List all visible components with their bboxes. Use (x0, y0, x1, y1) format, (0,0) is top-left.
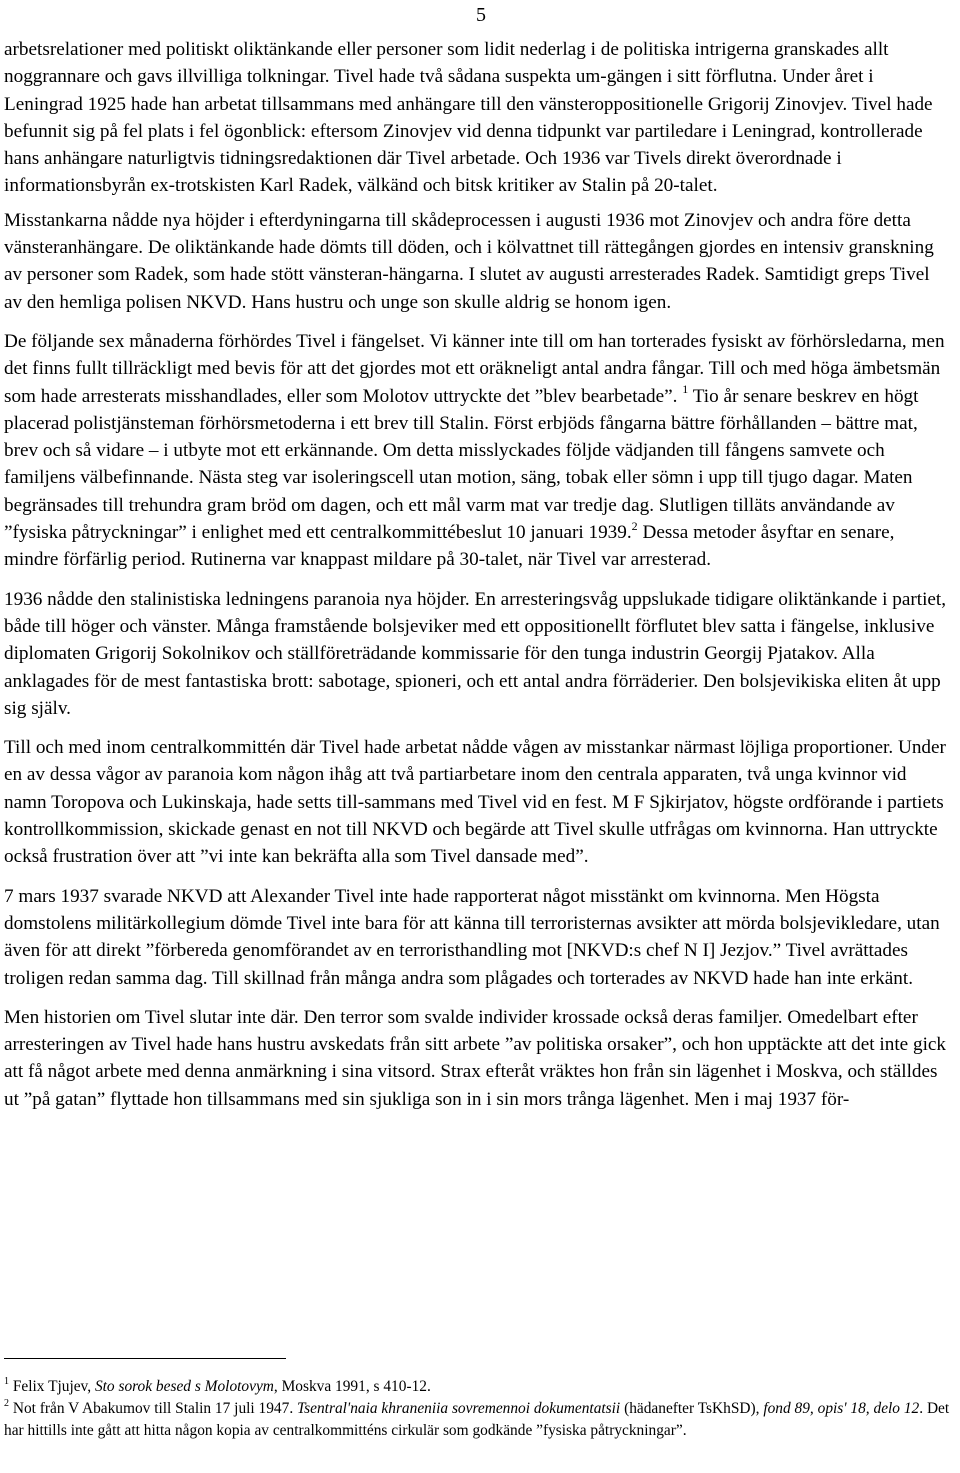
paragraph: 7 mars 1937 svarade NKVD att Alexander Tivel inte hade rapporterat något misstänkt om kvinnorna. Men Högsta domstolens militärkollegium dömde Tivel inte bara för att känna till terroristernas avsikter att mörda bolsjevikledare, utan även för att direkt ”förbereda genomförandet av en terroristhandling mot [NKVD:s chef N I] Jezjov.” Tivel avrättades troligen redan samma dag. Till skillnad från många andra som plågades och torterades av NKVD hade han inte erkänt. (4, 885, 940, 989)
paragraph: De följande sex månaderna förhördes Tivel i fängelset. Vi känner inte till om han torterades fysiskt av förhörsledarna, men det finns fullt tillräckligt med bevis för att det gjordes mot ett oräkneligt antal andra fångar. Till och med höga ämbetsmän som hade arresterats misshandlades, eller som Molotov uttryckte det ”blev bearbetade”. $^1$ Tio år senare beskrev en högt placerad polistjänsteman förhörsmetoderna i ett brev till Stalin. Först erbjöds fångarna bättre förhållanden – bättre mat, brev och så vidare – i utbyte mot ett erkännande. Om detta misslyckades följde vädjanden till fångens samvete och familjens välbefinnande. Nästa steg var isoleringscell utan motion, säng, tobak eller sömn i upp till tjugo dagar. Maten begränsades till trehundra gram bröd om dagen, och ett mål varm mat var tredje dag. Slutligen tilläts användande av ”fysiska påtryckningar” i enlighet med ett centralkommittébeslut 10 januari 1939.$^2$ Dessa metoder åsyftar en senare, mindre förfärlig period. Rutinerna var knappast mildare på 30-talet, när Tivel var arresterad. (4, 330, 945, 571)
footnote-ref-1[interactable]: 1 (682, 382, 689, 397)
paragraph: Men historien om Tivel slutar inte där. Den terror som svalde individer krossade också deras familjer. Omedelbart efter arresteringen av Tivel hade hans hustru avskedats från sitt arbete ”av politiska orsaker”, och hon upptäckte att det inte gick att få något arbete med denna anmärkning i sina vitsord. Strax efteråt vräktes hon från sin lägenhet i Moskva, och ställdes ut ”på gatan” flyttade hon tillsammans med sin sjukliga son in i sin mors trånga lägenhet. Men i maj 1937 för- (4, 1006, 947, 1110)
body-text (4, 36, 950, 1125)
page-number: 5 (476, 4, 486, 26)
paragraph: Misstankarna nådde nya höjder i efterdyningarna till skådeprocessen i augusti 1936 mot Zinovjev och andra före detta vänsteranhängare. De oliktänkande hade dömts till döden, och i kölvattnet till rättegången gjordes en intensiv granskning av personer som Radek, som hade stött vänsteran-hängarna. I slutet av augusti arresterades Radek. Samtidigt greps Tivel av den hemliga polisen NKVD. Hans hustru och unge son skulle aldrig se honom igen. (4, 209, 934, 313)
footnote-2: $^2$ Not från V Abakumov till Stalin 17 juli 1947. Tsentral'naia khraneniia sovremennoi dokumentatsii (hädanefter TsKhSD), fond 89, opis' 18, delo 12. Det har hittills inte gått att hitta någon kopia av centralkommitténs cirkulär som godkände ”fysiska påtryckningar”. (4, 1397, 950, 1439)
footnotes (4, 1376, 950, 1442)
paragraph: arbetsrelationer med politiskt oliktänkande eller personer som lidit nederlag i de politiska intrigerna granskades allt noggrannare och gavs illvilliga tolkningar. Tivel hade två sådana suspekta um-gängen i sitt förflutna. Under året i Leningrad 1925 hade han arbetat tillsammans med anhängare till den vänsteroppositionelle Grigorij Zinovjev. Tivel hade befunnit sig på fel plats i fel ögonblick: eftersom Zinovjev vid denna tidpunkt var partiledare i Leningrad, kontrollerade hans anhängare naturligtvis tidningsredaktionen där Tivel arbetade. Och 1936 var Tivels direkt överordnade i informationsbyrån ex-trotskisten Karl Radek, välkänd och bitsk kritiker av Stalin på 20-talet. (4, 39, 933, 197)
paragraph: Till och med inom centralkommittén där Tivel hade arbetat nådde vågen av misstankar närmast löjliga proportioner. Under en av dessa vågor av paranoia kom någon ihåg att två partiarbetare inom den centrala apparaten, två unga kvinnor vid namn Toropova och Lukinskaja, hade setts till-sammans med Tivel vid en fest. M F Sjkirjatov, högste ordförande i partiets kontrollkommission, skickade genast en not till NKVD och begärde att Tivel skulle utfrågas om kvinnorna. Han uttryckte också frustration över att ”vi inte kan bekräfta alla som Tivel dansade med”. (4, 737, 946, 868)
footnote-1: $^1$ Felix Tjujev, Sto sorok besed s Molotovym, Moskva 1991, s 410-12. (4, 1375, 431, 1395)
paragraph: 1936 nådde den stalinistiska ledningens paranoia nya höjder. En arresteringsvåg uppslukade tidigare oliktänkande i partiet, både till höger och vänster. Många framstående bolsjeviker med ett oppositionellt förflutet blev satta i fängelse, inklusive diplomaten Grigorij Sokolnikov och ställföreträdande kommissarie för den tunga industrin Georgij Pjatakov. Alla anklagades för de mest fantastiska brott: sabotage, spioneri, och ett antal andra förräderier. Den bolsjevikiska eliten åt upp sig själv. (4, 588, 947, 719)
footnote-divider (4, 1358, 286, 1359)
footnote-ref-2[interactable]: 2 (631, 518, 638, 533)
